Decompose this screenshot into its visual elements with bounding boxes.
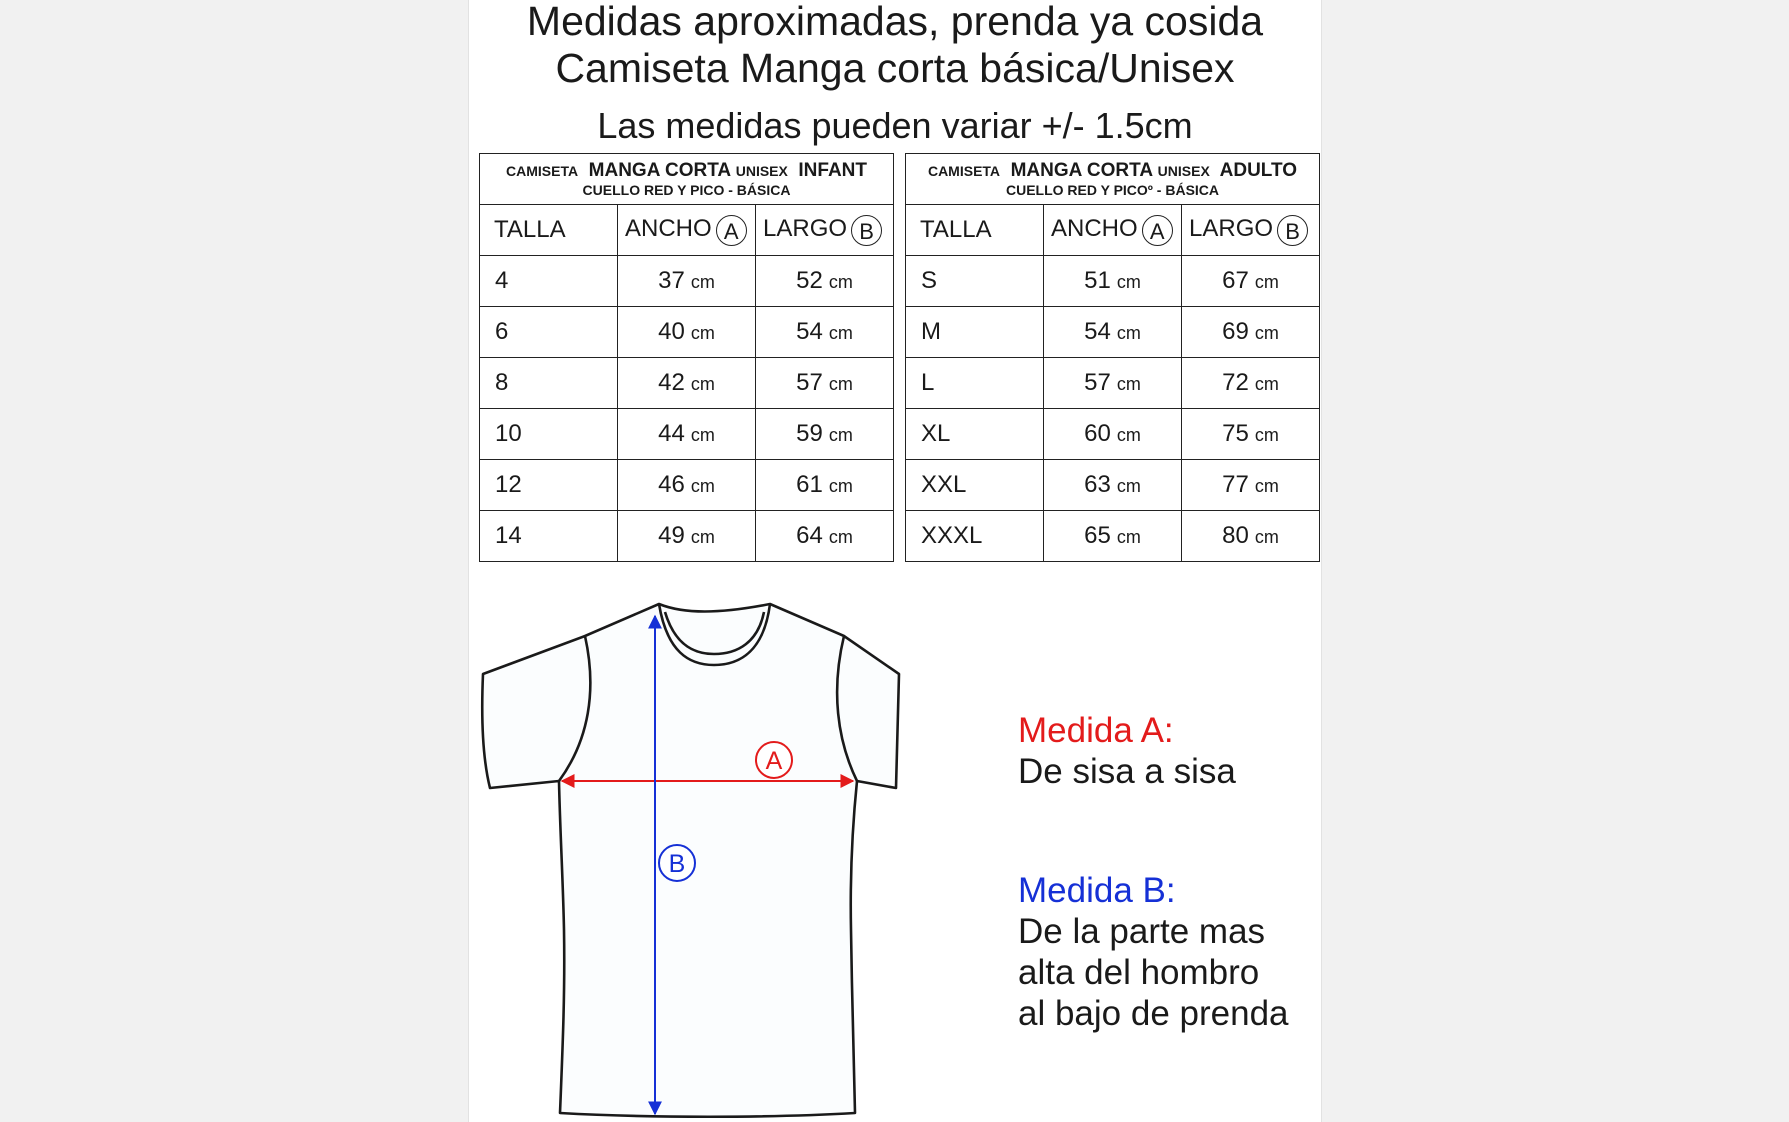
caption-group: ADULTO [1219,160,1298,181]
legend-measure-a [1018,710,1236,792]
cell-talla: M [906,307,1044,358]
cell-talla: S [906,256,1044,307]
mark-b-circle: B [1277,215,1308,246]
header-ancho: ANCHO A [1044,205,1182,256]
table-row [906,358,1320,409]
cell-largo: 69 cm [1182,307,1320,358]
header-ancho: ANCHO A [618,205,756,256]
cell-largo: 57 cm [756,358,894,409]
cell-ancho: 40 cm [618,307,756,358]
adult-table-caption [906,154,1320,205]
cell-largo: 61 cm [756,460,894,511]
legend-measure-b [1018,870,1289,1034]
size-chart-sheet [468,0,1322,1122]
adult-size-table [905,153,1320,562]
title-line-1: Medidas aproximadas, prenda ya cosida [526,0,1264,44]
cell-talla: 4 [480,256,618,307]
cell-largo: 59 cm [756,409,894,460]
table-row [906,460,1320,511]
infant-table-caption [480,154,894,205]
table-row [906,511,1320,562]
cell-largo: 52 cm [756,256,894,307]
cell-largo: 75 cm [1182,409,1320,460]
cell-talla: XXL [906,460,1044,511]
mark-b-circle: B [851,215,882,246]
table-row [480,358,894,409]
cell-largo: 67 cm [1182,256,1320,307]
cell-ancho: 60 cm [1044,409,1182,460]
header-largo: LARGO B [756,205,894,256]
cell-ancho: 65 cm [1044,511,1182,562]
cell-talla: 10 [480,409,618,460]
cell-ancho: 51 cm [1044,256,1182,307]
legend-b-line2: alta del hombro [1018,953,1260,992]
tshirt-measurement-diagram [469,590,1321,1122]
caption-group: INFANT [798,160,868,181]
cell-talla: XL [906,409,1044,460]
cell-talla: XXXL [906,511,1044,562]
cell-ancho: 46 cm [618,460,756,511]
cell-talla: L [906,358,1044,409]
tolerance-note: Las medidas pueden variar +/- 1.5cm [597,105,1193,146]
cell-ancho: 57 cm [1044,358,1182,409]
legend-a-title: Medida A: [1018,711,1174,750]
table-row [906,307,1320,358]
header-talla: TALLA [906,205,1044,256]
table-row [480,511,894,562]
cell-largo: 54 cm [756,307,894,358]
table-row [480,460,894,511]
caption-prefix: CAMISETA [506,163,579,179]
mark-a-label: A [765,747,783,775]
cell-ancho: 44 cm [618,409,756,460]
caption-unisex: UNISEX [735,163,788,179]
header-talla: TALLA [480,205,618,256]
cell-ancho: 54 cm [1044,307,1182,358]
caption-prefix: CAMISETA [927,163,1001,179]
table-row [480,256,894,307]
legend-b-title: Medida B: [1018,871,1176,910]
cell-ancho: 42 cm [618,358,756,409]
mark-a-circle: A [1142,215,1173,246]
title-line-2: Camiseta Manga corta básica/Unisex [555,45,1235,91]
cell-ancho: 63 cm [1044,460,1182,511]
cell-largo: 80 cm [1182,511,1320,562]
mark-b-label: B [668,850,686,878]
cell-talla: 12 [480,460,618,511]
caption-sub: CUELLO RED Y PICO - BÁSICA [582,182,791,198]
cell-talla: 14 [480,511,618,562]
cell-ancho: 37 cm [618,256,756,307]
table-row [906,409,1320,460]
cell-largo: 77 cm [1182,460,1320,511]
cell-ancho: 49 cm [618,511,756,562]
cell-talla: 6 [480,307,618,358]
table-row [480,307,894,358]
infant-size-table [479,153,894,562]
table-row [906,256,1320,307]
caption-sub: CUELLO RED Y PICOº - BÁSICA [1005,182,1220,198]
caption-main: MANGA CORTA [1010,160,1153,181]
legend-b-line3: al bajo de prenda [1018,994,1289,1033]
caption-unisex: UNISEX [1157,163,1210,179]
legend-a-desc: De sisa a sisa [1018,752,1236,791]
caption-main: MANGA CORTA [588,160,731,181]
table-row [480,409,894,460]
cell-largo: 64 cm [756,511,894,562]
header-largo: LARGO B [1182,205,1320,256]
legend-b-line1: De la parte mas [1018,912,1266,951]
cell-largo: 72 cm [1182,358,1320,409]
mark-a-circle: A [716,215,747,246]
cell-talla: 8 [480,358,618,409]
